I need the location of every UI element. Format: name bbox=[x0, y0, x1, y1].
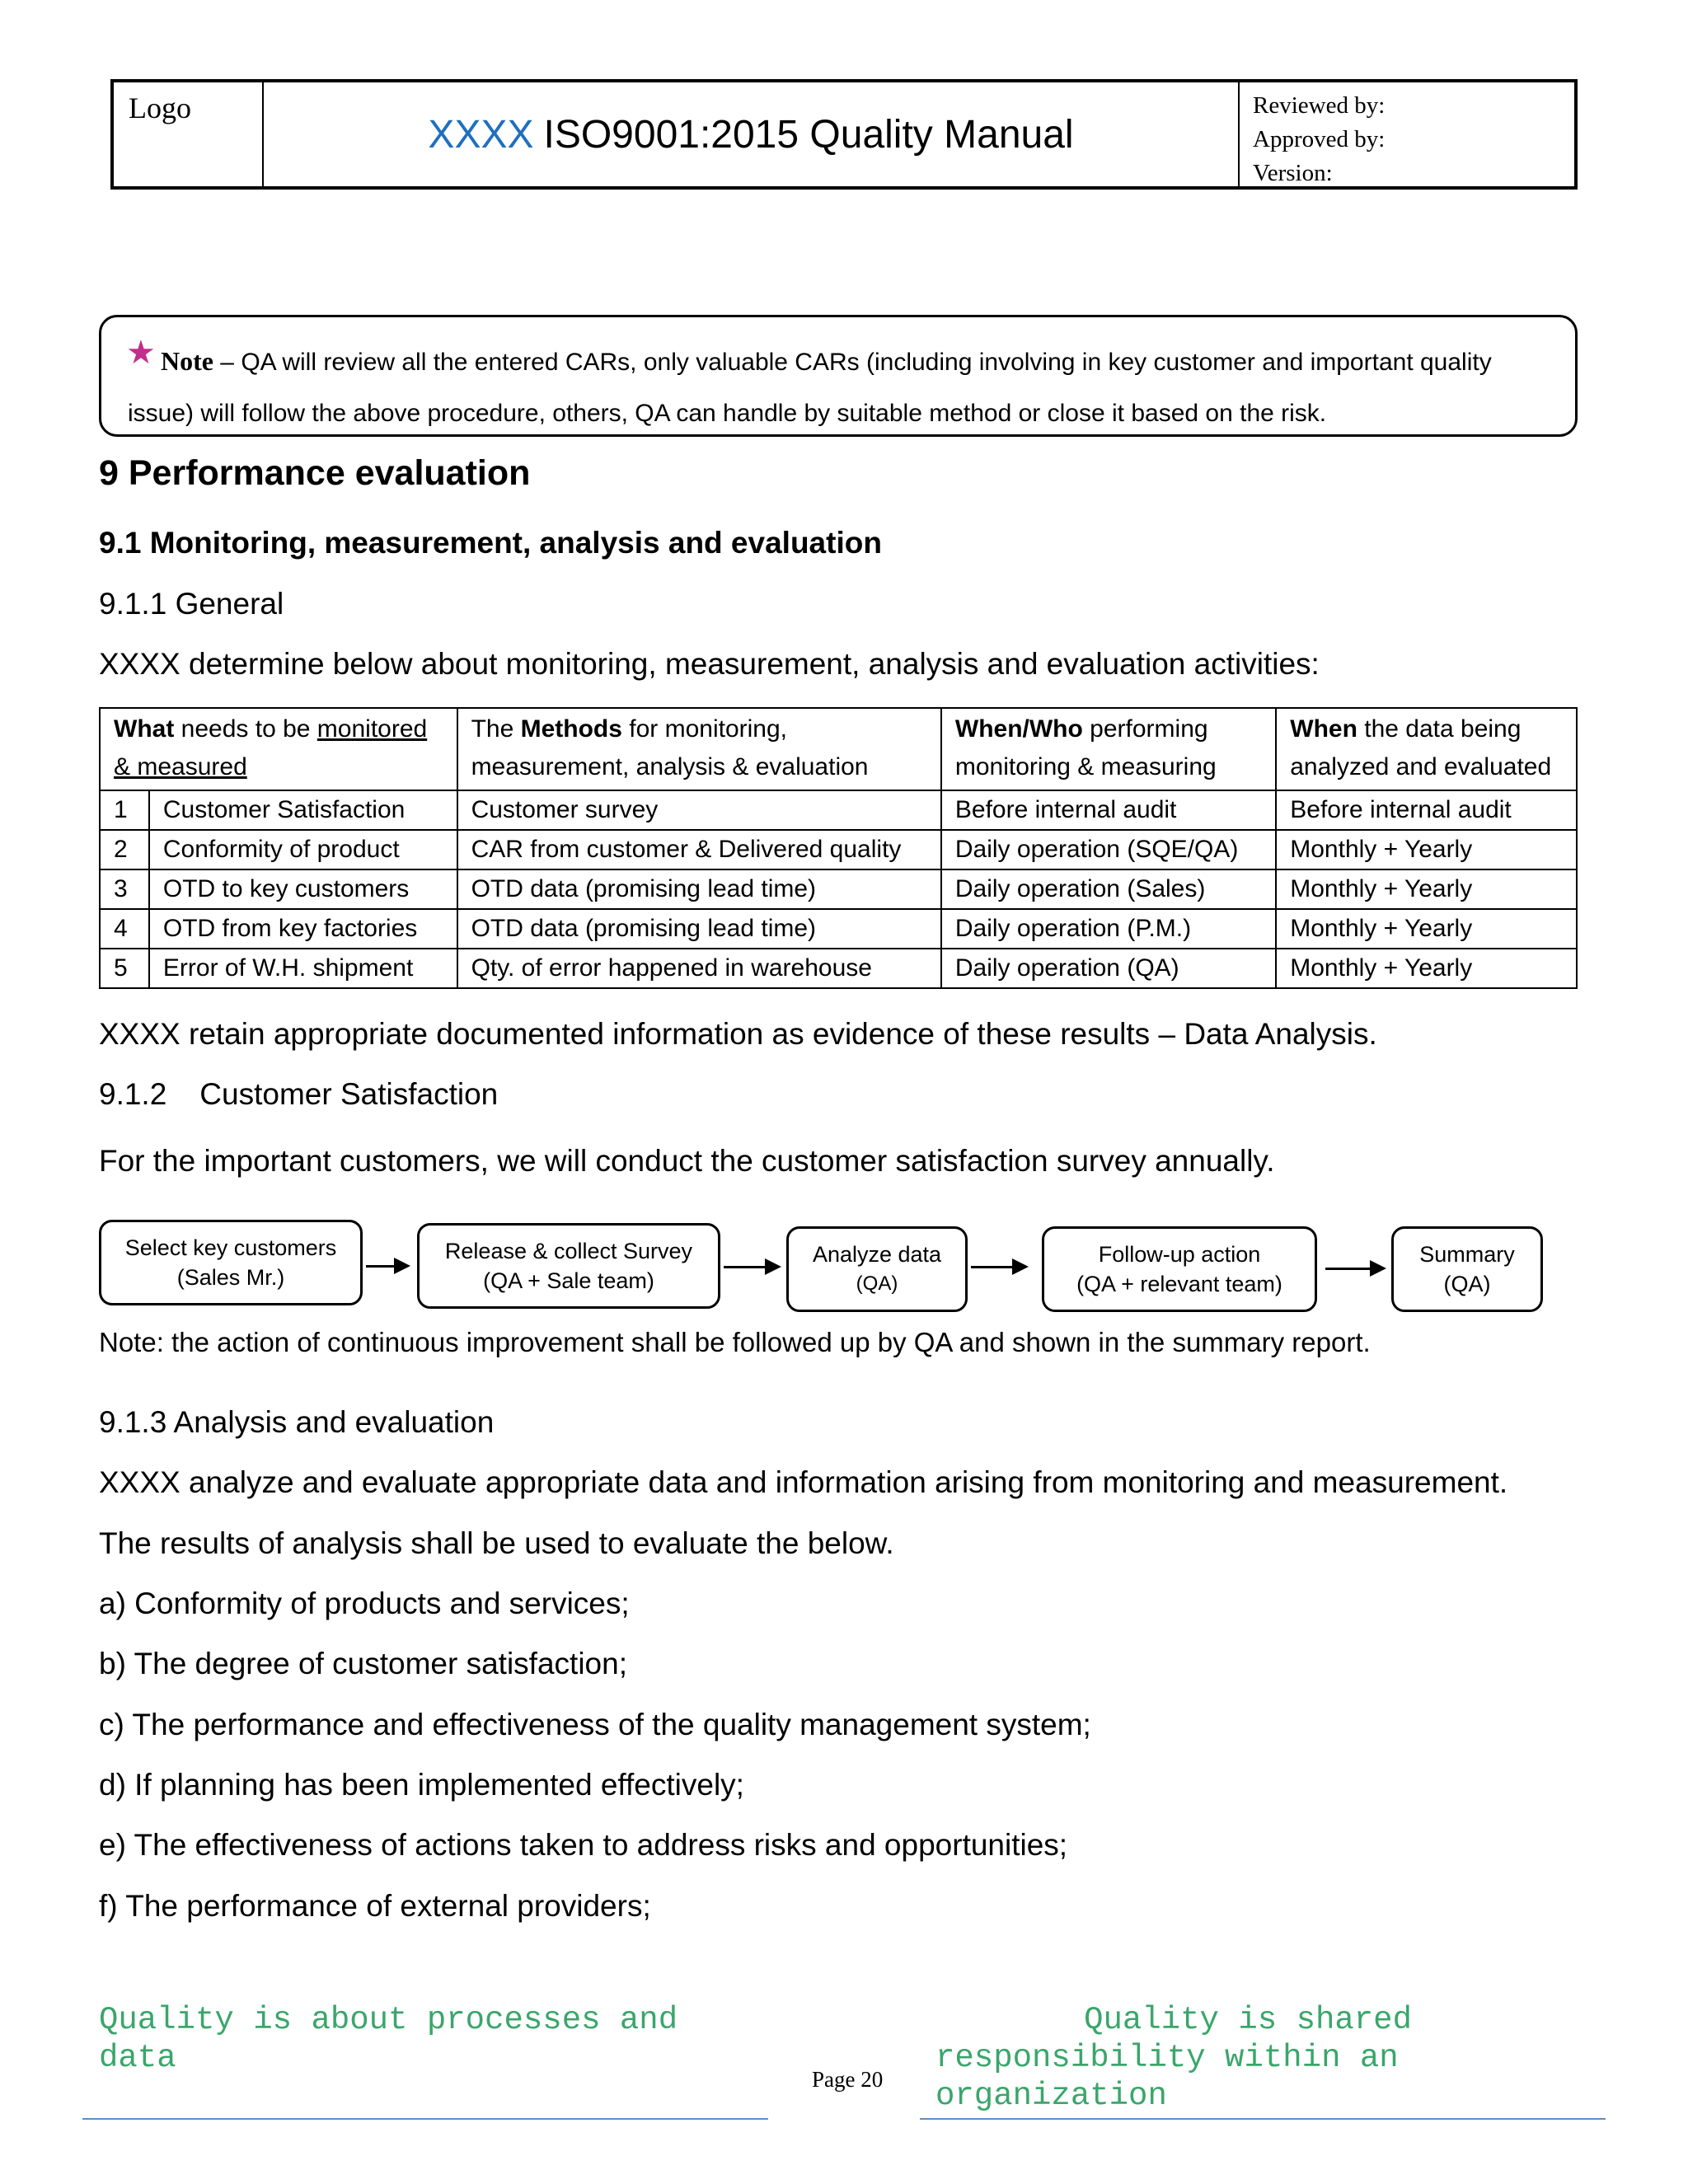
list-item: c) The performance and effectiveness of the quality management system; bbox=[99, 1708, 1091, 1741]
list-item: d) If planning has been implemented effectively; bbox=[99, 1768, 744, 1802]
flow-arrow bbox=[366, 1265, 407, 1268]
note-text: QA will review all the entered CARs, only valuable CARs (including involving in key customer and important quality issue) will follow the above procedure, others, QA can handle by suitable method or close it based on the risk. bbox=[128, 349, 1492, 427]
version: Version: bbox=[1253, 160, 1333, 186]
page-number: Page 20 bbox=[812, 2067, 884, 2092]
footer-quote-right: Quality is shared responsibility within an organization bbox=[935, 2002, 1412, 2114]
subsection-title: 9.1 Monitoring, measurement, analysis and evaluation bbox=[99, 526, 882, 560]
flow-arrow bbox=[971, 1266, 1025, 1268]
approved-by: Approved by: bbox=[1253, 126, 1386, 152]
table-header-cell: The Methods for monitoring, measurement, analysis & evaluation bbox=[457, 708, 941, 790]
review-info bbox=[1240, 82, 1574, 186]
flow-arrow bbox=[1325, 1268, 1383, 1270]
flow-step-summary: Summary (QA) bbox=[1391, 1226, 1543, 1312]
section-title: 9 Performance evaluation bbox=[99, 453, 531, 493]
footer-quote-left: Quality is about processes and data bbox=[99, 2002, 678, 2076]
title-company: XXXX bbox=[428, 112, 534, 157]
general-intro: XXXX determine below about monitoring, measurement, analysis and evaluation activities: bbox=[99, 647, 1320, 681]
ae-text-1: XXXX analyze and evaluate appropriate data and information arising from monitoring and measurement. bbox=[99, 1465, 1508, 1499]
logo-placeholder: Logo bbox=[114, 82, 264, 186]
list-item: a) Conformity of products and services; bbox=[99, 1586, 630, 1620]
table-header-cell: When the data being analyzed and evaluated bbox=[1276, 708, 1577, 790]
cs-intro: For the important customers, we will conduct the customer satisfaction survey annually. bbox=[99, 1144, 1275, 1178]
note-label: Note bbox=[161, 346, 213, 376]
document-title bbox=[264, 82, 1240, 186]
flow-note: Note: the action of continuous improvement shall be followed up by QA and shown in the summary report. bbox=[99, 1327, 1371, 1357]
table-header-row bbox=[100, 708, 1577, 790]
footer-rule-left bbox=[82, 2118, 768, 2120]
star-icon: ★ bbox=[126, 335, 156, 371]
reviewed-by: Reviewed by: bbox=[1253, 92, 1386, 119]
flow-step-select: Select key customers (Sales Mr.) bbox=[99, 1220, 363, 1305]
ae-text-2: The results of analysis shall be used to evaluate the below. bbox=[99, 1526, 894, 1560]
flow-step-analyze: Analyze data (QA) bbox=[786, 1226, 968, 1312]
monitoring-table bbox=[99, 707, 1578, 989]
table-row: 3 OTD to key customers OTD data (promising lead time) Daily operation (Sales) Monthly + Yearly bbox=[100, 869, 1577, 909]
retain-text: XXXX retain appropriate documented information as evidence of these results – Data Analysis. bbox=[99, 1017, 1377, 1051]
table-row: 4 OTD from key factories OTD data (promising lead time) Daily operation (P.M.) Monthly + Yearly bbox=[100, 909, 1577, 949]
list-item: b) The degree of customer satisfaction; bbox=[99, 1647, 627, 1680]
note-box: ★ Note – QA will review all the entered CARs, only valuable CARs (including involving in key customer and important quality issue) will follow the above procedure, others, QA can handle by suitable method or close it based on the risk. bbox=[99, 315, 1578, 437]
flow-arrow bbox=[724, 1266, 778, 1268]
ae-heading: 9.1.3 Analysis and evaluation bbox=[99, 1405, 495, 1439]
list-item: f) The performance of external providers; bbox=[99, 1889, 651, 1923]
general-heading: 9.1.1 General bbox=[99, 587, 284, 621]
flow-step-release: Release & collect Survey (QA + Sale team) bbox=[417, 1223, 720, 1309]
document-header bbox=[110, 79, 1578, 190]
table-header-cell: When/Who performing monitoring & measuring bbox=[941, 708, 1276, 790]
table-row: 1 Customer Satisfaction Customer survey Before internal audit Before internal audit bbox=[100, 790, 1577, 830]
footer-rule-right bbox=[920, 2118, 1606, 2120]
table-row: 2 Conformity of product CAR from customer & Delivered quality Daily operation (SQE/QA) Monthly + Yearly bbox=[100, 830, 1577, 869]
cs-heading: 9.1.2 Customer Satisfaction bbox=[99, 1077, 499, 1111]
table-header-cell: What needs to be monitored & measured bbox=[100, 708, 457, 790]
list-item: e) The effectiveness of actions taken to address risks and opportunities; bbox=[99, 1828, 1068, 1862]
table-row: 5 Error of W.H. shipment Qty. of error happened in warehouse Daily operation (QA) Monthly + Yearly bbox=[100, 949, 1577, 988]
flow-step-followup: Follow-up action (QA + relevant team) bbox=[1042, 1226, 1317, 1312]
title-text: ISO9001:2015 Quality Manual bbox=[543, 112, 1074, 157]
